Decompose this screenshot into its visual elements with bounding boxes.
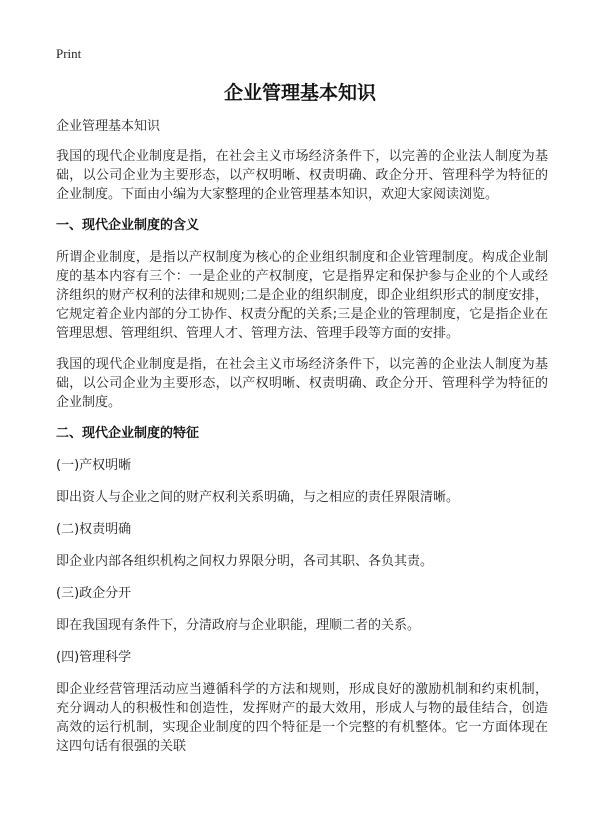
page-title: 企业管理基本知识 — [223, 82, 376, 104]
section-1-heading: 一、现代企业制度的含义 — [56, 218, 200, 233]
feature-4-text: 即企业经营管理活动应当遵循科学的方法和规则，形成良好的激励机制和约束机制，充分调动人的积极性和创造性，发挥财产的最大效用，形成人与物的最佳结合，创造高效的运行机制，实现企业制度的四个特征是一个完整的有机整体。它一方面体现在这四句话有很强的关联 — [56, 682, 548, 754]
feature-1-text: 即出资人与企业之间的财产权利关系明确，与之相应的责任界限清晰。 — [56, 490, 460, 505]
section-2-heading: 二、现代企业制度的特征 — [56, 426, 200, 441]
feature-4-label: (四)管理科学 — [56, 650, 132, 665]
article-body — [56, 117, 548, 756]
feature-3-text: 即在我国现有条件下，分清政府与企业职能，理顺二者的关系。 — [56, 618, 421, 633]
section-1-paragraph-2: 我国的现代企业制度是指，在社会主义市场经济条件下，以完善的企业法人制度为基础，以公司企业为主要形态，以产权明晰、权责明确、政企分开、管理科学为特征的企业制度。 — [56, 357, 548, 410]
article-subtitle: 企业管理基本知识 — [56, 119, 161, 134]
feature-3-label: (三)政企分开 — [56, 586, 132, 601]
section-1-paragraph-1: 所谓企业制度，是指以产权制度为核心的企业组织制度和企业管理制度。构成企业制度的基本内容有三个：一是企业的产权制度，它是指界定和保护参与企业的个人或经济组织的财产权利的法律和规则;二是企业的组织制度，即企业组织形式的制度安排，它规定着企业内部的分工协作、权责分配的关系;三是企业的管理制度，它是指企业在管理思想、管理组织、管理人才、管理方法、管理手段等方面的安排。 — [56, 250, 548, 341]
feature-2-label: (二)权责明确 — [56, 522, 132, 537]
intro-paragraph: 我国的现代企业制度是指，在社会主义市场经济条件下，以完善的企业法人制度为基础，以公司企业为主要形态，以产权明晰、权责明确、政企分开、管理科学为特征的企业制度。下面由小编为大家整理的企业管理基本知识，欢迎大家阅读浏览。 — [56, 149, 548, 202]
feature-1-label: (一)产权明晰 — [56, 458, 132, 473]
print-link[interactable]: Print — [56, 46, 82, 61]
feature-2-text: 即企业内部各组织机构之间权力界限分明，各司其职、各负其责。 — [56, 554, 434, 569]
